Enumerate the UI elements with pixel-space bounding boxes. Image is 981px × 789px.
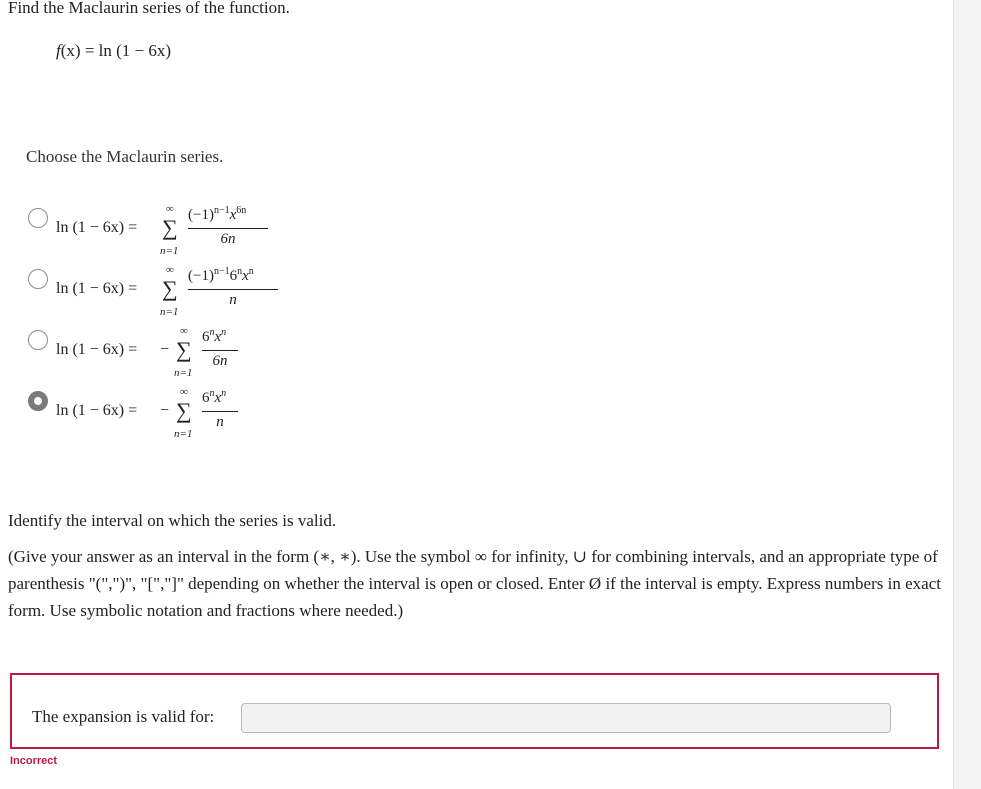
function-definition <box>56 41 171 61</box>
question-prompt: Find the Maclaurin series of the function. <box>8 0 290 17</box>
answer-box <box>10 673 939 749</box>
answer-label: The expansion is valid for: <box>32 707 215 726</box>
sigma-icon: ∑ <box>176 398 192 423</box>
denominator: 6n <box>220 231 236 247</box>
sum-lower-limit: n=1 <box>160 306 179 318</box>
numerator: $(-1)^{n-1}6^nx^n$ <box>188 266 254 284</box>
sum-upper-limit: ∞ <box>166 264 174 276</box>
sum-lower-limit: n=1 <box>174 367 193 379</box>
sum-upper-limit: ∞ <box>180 325 188 337</box>
radio-option-4[interactable] <box>28 391 48 411</box>
fraction-bar <box>202 350 238 351</box>
radio-option-3[interactable] <box>28 330 48 350</box>
scrollbar[interactable] <box>953 0 981 789</box>
series-lhs: ln (1 − 6x) = <box>56 219 138 236</box>
fraction-bar <box>188 289 278 290</box>
radio-option-1[interactable] <box>28 208 48 228</box>
choose-label: Choose the Maclaurin series. <box>26 147 224 166</box>
function-name: f <box>56 41 61 60</box>
function-rhs: = ln (1 − 6x) <box>80 41 172 60</box>
function-arg: (x) <box>60 41 81 60</box>
denominator: n <box>216 414 224 430</box>
option-1[interactable] <box>26 205 346 269</box>
denominator: n <box>229 292 237 308</box>
status-incorrect: Incorrect <box>10 755 58 767</box>
series-sign: − <box>160 402 170 419</box>
interval-input[interactable] <box>241 703 891 733</box>
numerator: $6^nx^n$ <box>202 388 227 406</box>
numerator: $(-1)^{n-1}x^{6n}$ <box>188 205 247 223</box>
series-lhs: ln (1 − 6x) = <box>56 402 138 419</box>
series-lhs: ln (1 − 6x) = <box>56 280 138 297</box>
sum-upper-limit: ∞ <box>180 386 188 398</box>
fraction-bar <box>188 228 268 229</box>
series-lhs: ln (1 − 6x) = <box>56 341 138 358</box>
sum-upper-limit: ∞ <box>166 203 174 215</box>
option-2[interactable] <box>26 266 346 330</box>
radio-option-2[interactable] <box>28 269 48 289</box>
sigma-icon: ∑ <box>162 215 178 240</box>
sum-lower-limit: n=1 <box>160 245 179 257</box>
sum-lower-limit: n=1 <box>174 428 193 440</box>
fraction-bar <box>202 411 238 412</box>
identify-label: Identify the interval on which the series is valid. <box>8 511 337 530</box>
option-4[interactable] <box>26 388 346 452</box>
numerator: $6^nx^n$ <box>202 327 227 345</box>
denominator: 6n <box>212 353 228 369</box>
sigma-icon: ∑ <box>176 337 192 362</box>
series-sign: − <box>160 341 170 358</box>
answer-instructions: (Give your answer as an interval in the form (∗, ∗). Use the symbol ∞ for infinity, ∪ for combining intervals, and an appropriate type of parenthesis "(",")", "[","]" depending on whether the interval is open or closed. Enter Ø if the interval is empty. Express numbers in exact form. Use symbolic notation and fractions where needed.) <box>8 547 941 620</box>
sigma-icon: ∑ <box>162 276 178 301</box>
option-3[interactable] <box>26 327 346 391</box>
